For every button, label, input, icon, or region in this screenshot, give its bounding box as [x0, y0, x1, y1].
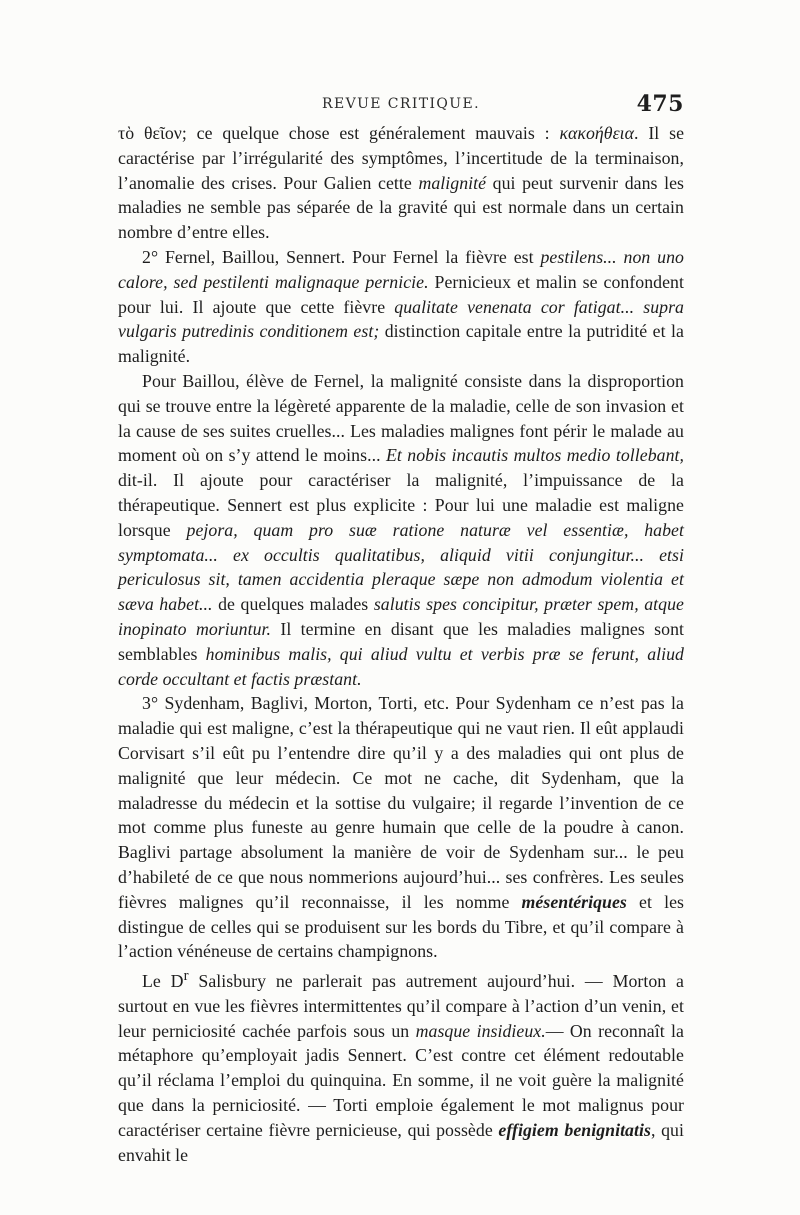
paragraph-text: Le D — [142, 971, 184, 992]
superscript: r — [183, 968, 189, 985]
paragraph-galien — [118, 121, 684, 245]
paragraph-baillou-sennert — [118, 369, 684, 691]
running-head: REVUE CRITIQUE. — [322, 96, 480, 112]
paragraph-text: et les distingue de celles qui se produisent sur les bords du Tibre, et qu’il compare à l’action vénéneuse de certains champignons. — [118, 891, 685, 962]
paragraph-text: , qui envahit le — [118, 1119, 684, 1165]
page-number: 475 — [636, 91, 684, 117]
latin-quote: effigiem benignitatis — [498, 1119, 651, 1140]
latin-quote: pejora, quam pro suæ ratione naturæ vel essentiæ, habet symptomata... ex occultis qualitatibus, aliquid vitii conjungitur... etsi periculosus sit, tamen accidentia pleraque sæpe non admodum violentia et sæva habet... — [118, 519, 684, 615]
paragraph-text: distinction capitale entre la putridité et la malignité. — [118, 321, 684, 367]
paragraph-text: τὸ θεῖον; ce quelque chose est généralement mauvais : — [118, 123, 560, 143]
paragraph-morton-torti — [118, 964, 684, 1167]
paragraph-text: de quelques malades — [212, 594, 374, 615]
paragraph-text: qui peut survenir dans les maladies ne semble pas séparée de la gravité qui est normale dans un certain nombre d’entre elles. — [118, 172, 684, 243]
latin-quote: hominibus malis, qui aliud vultu et verbis præ se ferunt, aliud corde occultant et factis præstant. — [118, 643, 684, 689]
paragraph-fernel — [118, 245, 684, 369]
latin-quote: Et nobis incautis multos medio tollebant, — [385, 445, 685, 466]
paragraph-text: dit-il. Il ajoute pour caractériser la malignité, l’impuissance de la thérapeutique. Sennert est plus explicite : Pour lui une maladie est maligne lorsque — [118, 470, 684, 540]
body-text — [118, 121, 684, 1167]
paragraph-text: 3° Sydenham, Baglivi, Morton, Torti, etc. Pour Sydenham ce n’est pas la maladie qui est maligne, c’est la thérapeutique qui ne vaut rien. Il eût applaudi Corvisart s’il eût pu l’entendre dire qu’il y a des maladies qui ont plus de malignité que leur médecin. Ce mot ne cache, dit Sydenham, que la maladresse du médecin et la sottise du vulgaire; il regarde l’invention de ce mot comme plus funeste au genre humain que celle de la poudre à canon. Baglivi partage absolument la manière de voir de Sydenham sur... le peu d’habileté de ce que nous nommerions aujourd’hui... ses confrères. Les seules fièvres malignes qu’il reconnaisse, il les nomme — [118, 693, 684, 912]
paragraph-text: Salisbury ne parlerait pas autrement aujourd’hui. — Morton a surtout en vue les fièvres intermittentes qu’il compare à l’action d’un venin, et leur perniciosité cachée parfois sous un — [118, 971, 684, 1041]
paragraph-text: Il termine en disant que les maladies malignes sont semblables — [118, 618, 684, 664]
paragraph-text: Pour Baillou, élève de Fernel, la malignité consiste dans la disproportion qui se trouve entre la légèreté apparente de la maladie, celle de son invasion et la cause de ses suites cruelles... Les maladies malignes font périr le malade au moment où on s’y attend le moins... — [118, 370, 684, 466]
paragraph-text: — On reconnaît la métaphore qu’employait jadis Sennert. C’est contre cet élément redoutable qu’il réclama l’emploi du quinquina. En somme, il ne voit guère la malignité que dans la perniciosité. — Torti emploie également le mot malignus pour caractériser certaine fièvre pernicieuse, qui possède — [118, 1020, 684, 1140]
paragraph-text: Pernicieux et malin se confondent pour lui. Il ajoute que cette fièvre — [118, 271, 684, 317]
emphasis: mésentériques — [521, 891, 627, 912]
paragraph-text: . Il se caractérise par l’irrégularité des symptômes, l’incertitude de la terminaison, l’anomalie des crises. Pour Galien cette — [118, 123, 685, 193]
latin-quote: pestilens... non uno calore, sed pestilenti malignaque pernicie. — [118, 246, 684, 292]
latin-quote: salutis spes concipitur, præter spem, atque inopinato moriuntur. — [118, 594, 684, 639]
paragraph-text: 2° Fernel, Baillou, Sennert. Pour Fernel la fièvre est — [142, 246, 541, 267]
emphasis: masque insidieux. — [415, 1020, 546, 1041]
emphasis: malignité — [418, 172, 487, 193]
latin-quote: qualitate venenata cor fatigat... supra vulgaris putredinis conditionem est; — [118, 296, 684, 342]
greek-term: κακοήθεια — [559, 123, 635, 143]
paragraph-sydenham — [118, 691, 684, 964]
